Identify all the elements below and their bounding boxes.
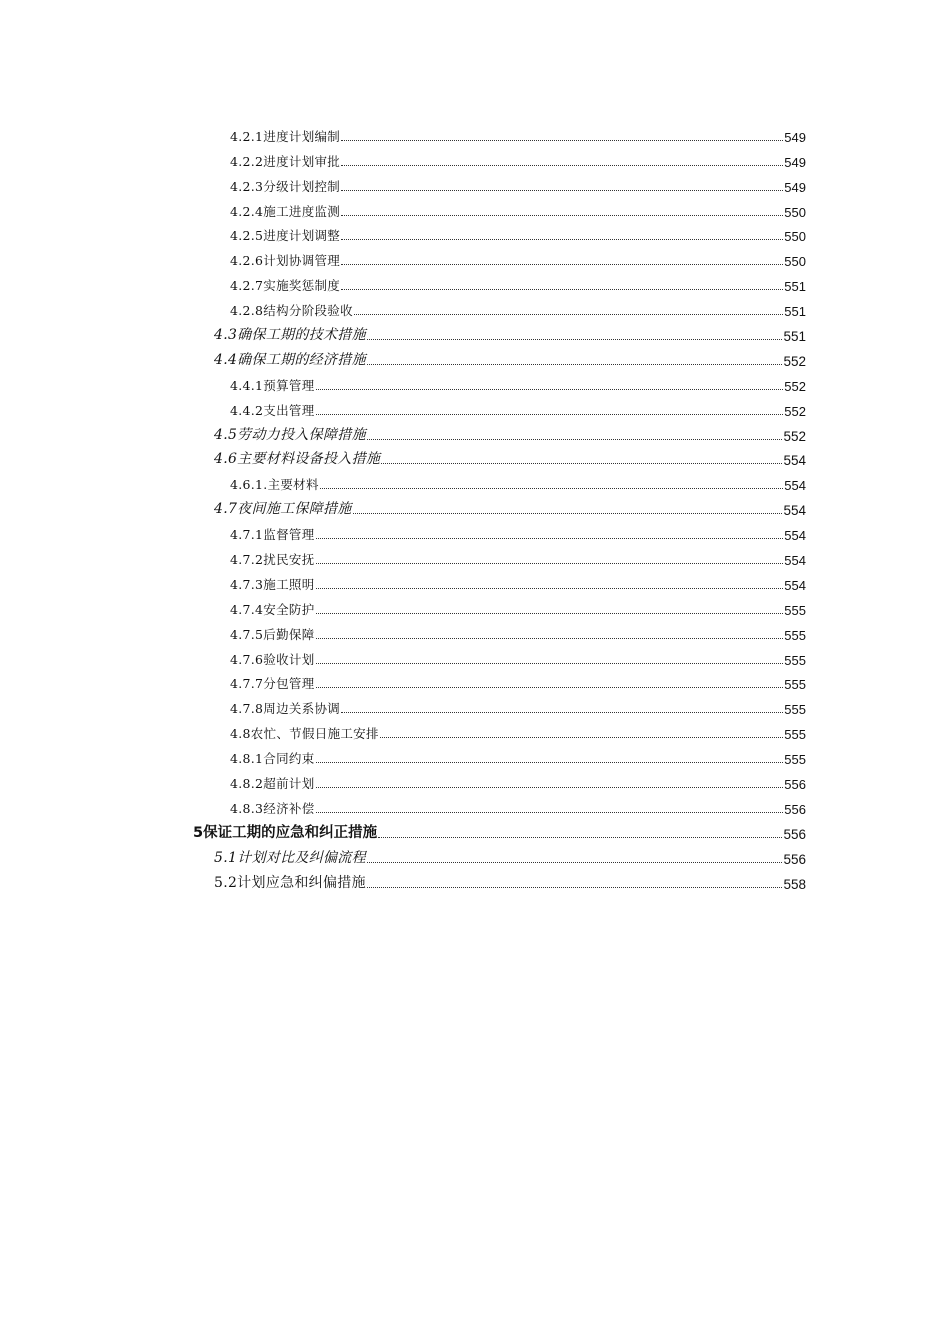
toc-entry-page-number: 549 [784,179,806,195]
toc-dot-leader [341,190,783,191]
toc-entry-page-number: 552 [784,403,806,419]
toc-entry-title: 4.3确保工期的技术措施 [214,327,366,344]
toc-entry-page-number: 554 [783,453,806,469]
toc-dot-leader [341,264,783,265]
toc-entry-title: 5保证工期的应急和纠正措施 [193,824,378,841]
toc-entry-title: 4.2.3分级计划控制 [230,178,341,194]
toc-dot-leader [320,488,784,489]
toc-dot-leader [341,140,783,141]
toc-entry-title: 4.8.3经济补偿 [230,800,315,816]
toc-dot-leader [354,314,783,315]
toc-entry[interactable] [0,248,806,273]
toc-entry-title: 4.6.1.主要材料 [230,477,319,493]
toc-dot-leader [316,787,784,788]
toc-entry-title: 4.4确保工期的经济措施 [214,351,366,368]
toc-entry-title: 4.2.7实施奖惩制度 [230,278,341,294]
toc-dot-leader [367,339,783,340]
toc-entry[interactable] [0,224,806,249]
toc-entry-page-number: 549 [784,129,806,145]
toc-dot-leader [316,389,784,390]
toc-entry-page-number: 556 [783,826,806,842]
toc-entry-page-number: 552 [783,428,806,444]
toc-entry-title: 4.4.1预算管理 [230,377,315,393]
toc-entry-page-number: 556 [784,777,806,793]
toc-dot-leader [341,289,783,290]
toc-entry[interactable] [0,721,806,746]
toc-entry-title: 4.8农忙、节假日施工安排 [230,726,379,742]
toc-entry[interactable] [0,149,806,174]
toc-dot-leader [341,239,783,240]
toc-dot-leader [316,563,784,564]
toc-entry-title: 4.7.8周边关系协调 [230,701,341,717]
toc-entry[interactable] [0,547,806,572]
toc-dot-leader [316,762,784,763]
toc-entry[interactable] [0,522,806,547]
toc-entry[interactable] [0,846,806,871]
toc-entry[interactable] [0,423,806,448]
toc-dot-leader [341,165,783,166]
toc-dot-leader [367,862,783,863]
toc-dot-leader [316,812,784,813]
toc-entry-title: 5.2计划应急和纠偏措施 [214,874,366,891]
toc-entry-page-number: 549 [784,154,806,170]
toc-dot-leader [378,837,782,838]
toc-entry-page-number: 555 [784,627,806,643]
toc-entry[interactable] [0,597,806,622]
toc-entry[interactable] [0,696,806,721]
toc-entry[interactable] [0,448,806,473]
toc-entry-page-number: 554 [784,553,806,569]
toc-entry-page-number: 552 [783,353,806,369]
toc-dot-leader [316,663,784,664]
toc-dot-leader [316,414,784,415]
toc-entry[interactable] [0,746,806,771]
toc-entry[interactable] [0,174,806,199]
toc-dot-leader [353,513,783,514]
toc-entry[interactable] [0,622,806,647]
toc-entry-title: 5.1计划对比及纠偏流程 [214,849,366,866]
toc-entry-title: 4.7.7分包管理 [230,676,315,692]
toc-entry-title: 4.2.5进度计划调整 [230,228,341,244]
toc-entry-page-number: 556 [784,801,806,817]
toc-entry-page-number: 555 [784,752,806,768]
toc-dot-leader [380,737,784,738]
toc-entry-page-number: 551 [784,279,806,295]
toc-entry-page-number: 556 [783,851,806,867]
toc-entry-title: 4.8.2超前计划 [230,776,315,792]
toc-entry[interactable] [0,821,806,846]
toc-entry-page-number: 555 [784,602,806,618]
toc-entry-title: 4.4.2支出管理 [230,402,315,418]
toc-dot-leader [316,613,784,614]
toc-dot-leader [341,215,783,216]
toc-entry-title: 4.5劳动力投入保障措施 [214,426,366,443]
toc-entry-page-number: 554 [784,528,806,544]
toc-dot-leader [367,364,783,365]
toc-entry[interactable] [0,497,806,522]
toc-entry-page-number: 551 [784,304,806,320]
toc-entry-page-number: 554 [784,577,806,593]
toc-entry-page-number: 551 [783,329,806,345]
toc-entry[interactable] [0,323,806,348]
toc-entry[interactable] [0,672,806,697]
toc-entry-page-number: 554 [783,503,806,519]
toc-entry[interactable] [0,572,806,597]
toc-entry-page-number: 554 [784,478,806,494]
toc-entry-title: 4.7.2扰民安抚 [230,552,315,568]
toc-entry[interactable] [0,273,806,298]
toc-entry[interactable] [0,871,806,896]
toc-entry[interactable] [0,348,806,373]
toc-entry-page-number: 555 [784,727,806,743]
toc-entry-title: 4.7.3施工照明 [230,576,315,592]
toc-entry[interactable] [0,472,806,497]
toc-entry-title: 4.7.1监督管理 [230,527,315,543]
toc-dot-leader [316,588,784,589]
toc-entry-title: 4.6主要材料设备投入措施 [214,451,381,468]
toc-entry-page-number: 558 [783,876,806,892]
toc-entry-title: 4.2.6计划协调管理 [230,253,341,269]
toc-entry-page-number: 555 [784,652,806,668]
toc-entry-title: 4.7.5后勤保障 [230,626,315,642]
toc-entry-page-number: 550 [784,254,806,270]
toc-dot-leader [341,712,783,713]
toc-entry-page-number: 552 [784,378,806,394]
toc-entry[interactable] [0,199,806,224]
toc-entry-page-number: 550 [784,229,806,245]
toc-entry-title: 4.7夜间施工保障措施 [214,501,352,518]
toc-dot-leader [316,638,784,639]
toc-dot-leader [316,687,784,688]
toc-entry[interactable] [0,796,806,821]
toc-entry[interactable] [0,771,806,796]
toc-dot-leader [381,463,782,464]
table-of-contents [0,124,950,896]
toc-entry-page-number: 555 [784,702,806,718]
toc-dot-leader [316,538,784,539]
toc-entry-title: 4.7.6验收计划 [230,651,315,667]
toc-dot-leader [367,887,783,888]
toc-entry[interactable] [0,373,806,398]
toc-entry-title: 4.2.2进度计划审批 [230,153,341,169]
toc-entry-title: 4.2.8结构分阶段验收 [230,303,353,319]
toc-entry[interactable] [0,398,806,423]
toc-dot-leader [367,439,783,440]
toc-entry-page-number: 555 [784,677,806,693]
toc-entry[interactable] [0,124,806,149]
toc-entry-title: 4.7.4安全防护 [230,601,315,617]
toc-entry-title: 4.2.1进度计划编制 [230,128,341,144]
toc-entry-title: 4.2.4施工进度监测 [230,203,341,219]
toc-entry[interactable] [0,647,806,672]
toc-entry-page-number: 550 [784,204,806,220]
toc-entry-title: 4.8.1合同约束 [230,751,315,767]
toc-entry[interactable] [0,298,806,323]
